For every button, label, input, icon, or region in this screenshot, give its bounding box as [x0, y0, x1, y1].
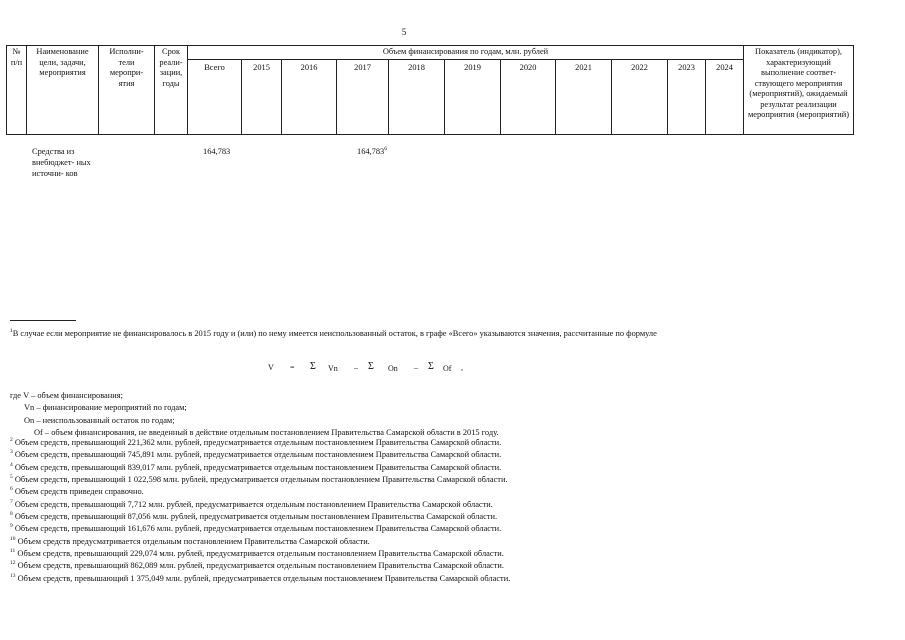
header-num: № п/п: [7, 46, 27, 135]
header-year-2022: 2022: [612, 59, 668, 134]
header-year-2024: 2024: [706, 59, 744, 134]
row-label-extrabudgetary: Средства из внебюджет- ных источни- ков: [32, 147, 91, 178]
formula-sum-2: Σ: [368, 361, 374, 372]
header-year-2018: 2018: [389, 59, 445, 134]
row-value-2017: [357, 147, 387, 158]
footnote-9: [10, 523, 510, 535]
footnote-4-text: Объем средств, превышающий 839,017 млн. рублей, предусматривается отдельным постановлением Правительства Самарской области.: [14, 462, 502, 472]
footnote-13-mark: 13: [10, 572, 16, 579]
footnote-7-text: Объем средств, превышающий 7,712 млн. рублей, предусматривается отдельным постановлением Правительства Самарской области.: [14, 499, 493, 509]
footnote-12: [10, 560, 510, 572]
value-2017-text: 164,783: [357, 147, 385, 156]
footnote-1-text: В случае если мероприятие не финансировалось в 2015 году и (или) по нему имеется неиспользованный остаток, в графе «Всего» указываются значения, рассчитанные по формуле: [12, 329, 657, 338]
header-indicator: Показатель (индикатор), характеризующий выполнение соответ- ствующего мероприятия (мероприятий), ожидаемый результат реализации мероприятия (мероприятий): [744, 46, 854, 135]
formula-term-on: On: [388, 364, 398, 373]
footnote-4: [10, 462, 510, 474]
formula-term-of: Of: [443, 364, 452, 373]
footnote-11-mark: 11: [10, 548, 16, 555]
formula: [268, 355, 488, 381]
footnote-12-text: Объем средств, превышающий 862,089 млн. рублей, предусматривается отдельным постановлением Правительства Самарской области.: [17, 561, 505, 571]
footnote-10-mark: 10: [10, 535, 16, 542]
formula-minus-1: –: [354, 363, 358, 372]
footnote-8-mark: 8: [10, 511, 13, 518]
footnote-3-mark: 3: [10, 449, 13, 456]
footnote-11-text: Объем средств, превышающий 229,074 млн. рублей, предусматривается отдельным постановлением Правительства Самарской области.: [17, 549, 504, 559]
footnote-4-mark: 4: [10, 461, 13, 468]
footnote-6-text: Объем средств приведен справочно.: [14, 487, 144, 497]
header-row: [7, 46, 854, 60]
row-value-total: 164,783: [203, 147, 231, 156]
financing-table: [6, 45, 854, 135]
footnote-6: [10, 486, 510, 498]
footnote-9-text: Объем средств, превышающий 161,676 млн. рублей, предусматривается отдельным постановлением Правительства Самарской области.: [14, 524, 502, 534]
footnote-5: [10, 474, 510, 486]
footnote-9-mark: 9: [10, 523, 13, 530]
value-2017-note-mark: 6: [384, 146, 387, 153]
definition-vn: Vn – финансирование мероприятий по годам;: [24, 403, 187, 413]
header-year-2017: 2017: [337, 59, 389, 134]
formula-sum-1: Σ: [310, 361, 316, 372]
footnote-8-text: Объем средств, превышающий 87,056 млн. рублей, предусматривается отдельным постановлением Правительства Самарской области.: [14, 512, 498, 522]
header-year-2023: 2023: [668, 59, 706, 134]
formula-minus-2: –: [414, 363, 418, 372]
footnote-7-mark: 7: [10, 498, 13, 505]
footnote-13: [10, 573, 510, 585]
footnote-3: [10, 449, 510, 461]
footnote-1: [10, 329, 890, 340]
footnote-3-text: Объем средств, превышающий 745,891 млн. рублей, предусматривается отдельным постановлением Правительства Самарской области.: [14, 450, 502, 460]
header-financing: Объем финансирования по годам, млн. рублей: [188, 46, 744, 60]
formula-eq: =: [290, 363, 295, 372]
page-number: 5: [401, 27, 407, 37]
footnote-2: [10, 437, 510, 449]
header-year-2015: 2015: [242, 59, 282, 134]
footnote-separator: [10, 320, 76, 321]
footnote-2-text: Объем средств, превышающий 221,362 млн. рублей, предусматривается отдельным постановлением Правительства Самарской области.: [14, 438, 502, 447]
formula-definitions: [10, 390, 499, 439]
footnote-1-mark: 1: [10, 328, 13, 335]
footnote-13-text: Объем средств, превышающий 1 375,049 млн. рублей, предусматривается отдельным постановлением Правительства Самарской области.: [17, 573, 511, 583]
header-year-2020: 2020: [501, 59, 556, 134]
formula-lhs: V: [268, 363, 274, 372]
footnote-7: [10, 499, 510, 511]
definition-of: Of – объем финансирования, не введенный в действие отдельным постановлением Правительства Самарской области в 2015 году.: [34, 427, 499, 437]
formula-comma: ,: [461, 363, 463, 372]
header-year-2021: 2021: [556, 59, 612, 134]
header-year-total: Всего: [188, 59, 242, 134]
header-year-2016: 2016: [282, 59, 337, 134]
header-executors: Исполни- тели меропри- ятия: [99, 46, 155, 135]
footnote-11: [10, 548, 510, 560]
footnote-5-text: Объем средств, превышающий 1 022,598 млн. рублей, предусматривается отдельным постановлением Правительства Самарской области.: [14, 475, 508, 485]
footnote-2-mark: 2: [10, 437, 13, 444]
footnote-12-mark: 12: [10, 560, 16, 567]
footnotes-list: [10, 437, 510, 585]
footnote-6-mark: 6: [10, 486, 13, 493]
footnote-8: [10, 511, 510, 523]
header-term: Срок реали- зации, годы: [155, 46, 188, 135]
header-name: Наименование цели, задачи, мероприятия: [27, 46, 99, 135]
definition-v: где V – объем финансирования;: [10, 391, 123, 400]
header-year-2019: 2019: [445, 59, 501, 134]
footnote-5-mark: 5: [10, 474, 13, 481]
footnote-10: [10, 536, 510, 548]
footnote-10-text: Объем средств предусматривается отдельным постановлением Правительства Самарской области.: [17, 536, 370, 546]
formula-sum-3: Σ: [428, 361, 434, 372]
formula-term-vn: Vn: [328, 364, 338, 373]
definition-on: On – неиспользованный остаток по годам;: [24, 415, 175, 425]
